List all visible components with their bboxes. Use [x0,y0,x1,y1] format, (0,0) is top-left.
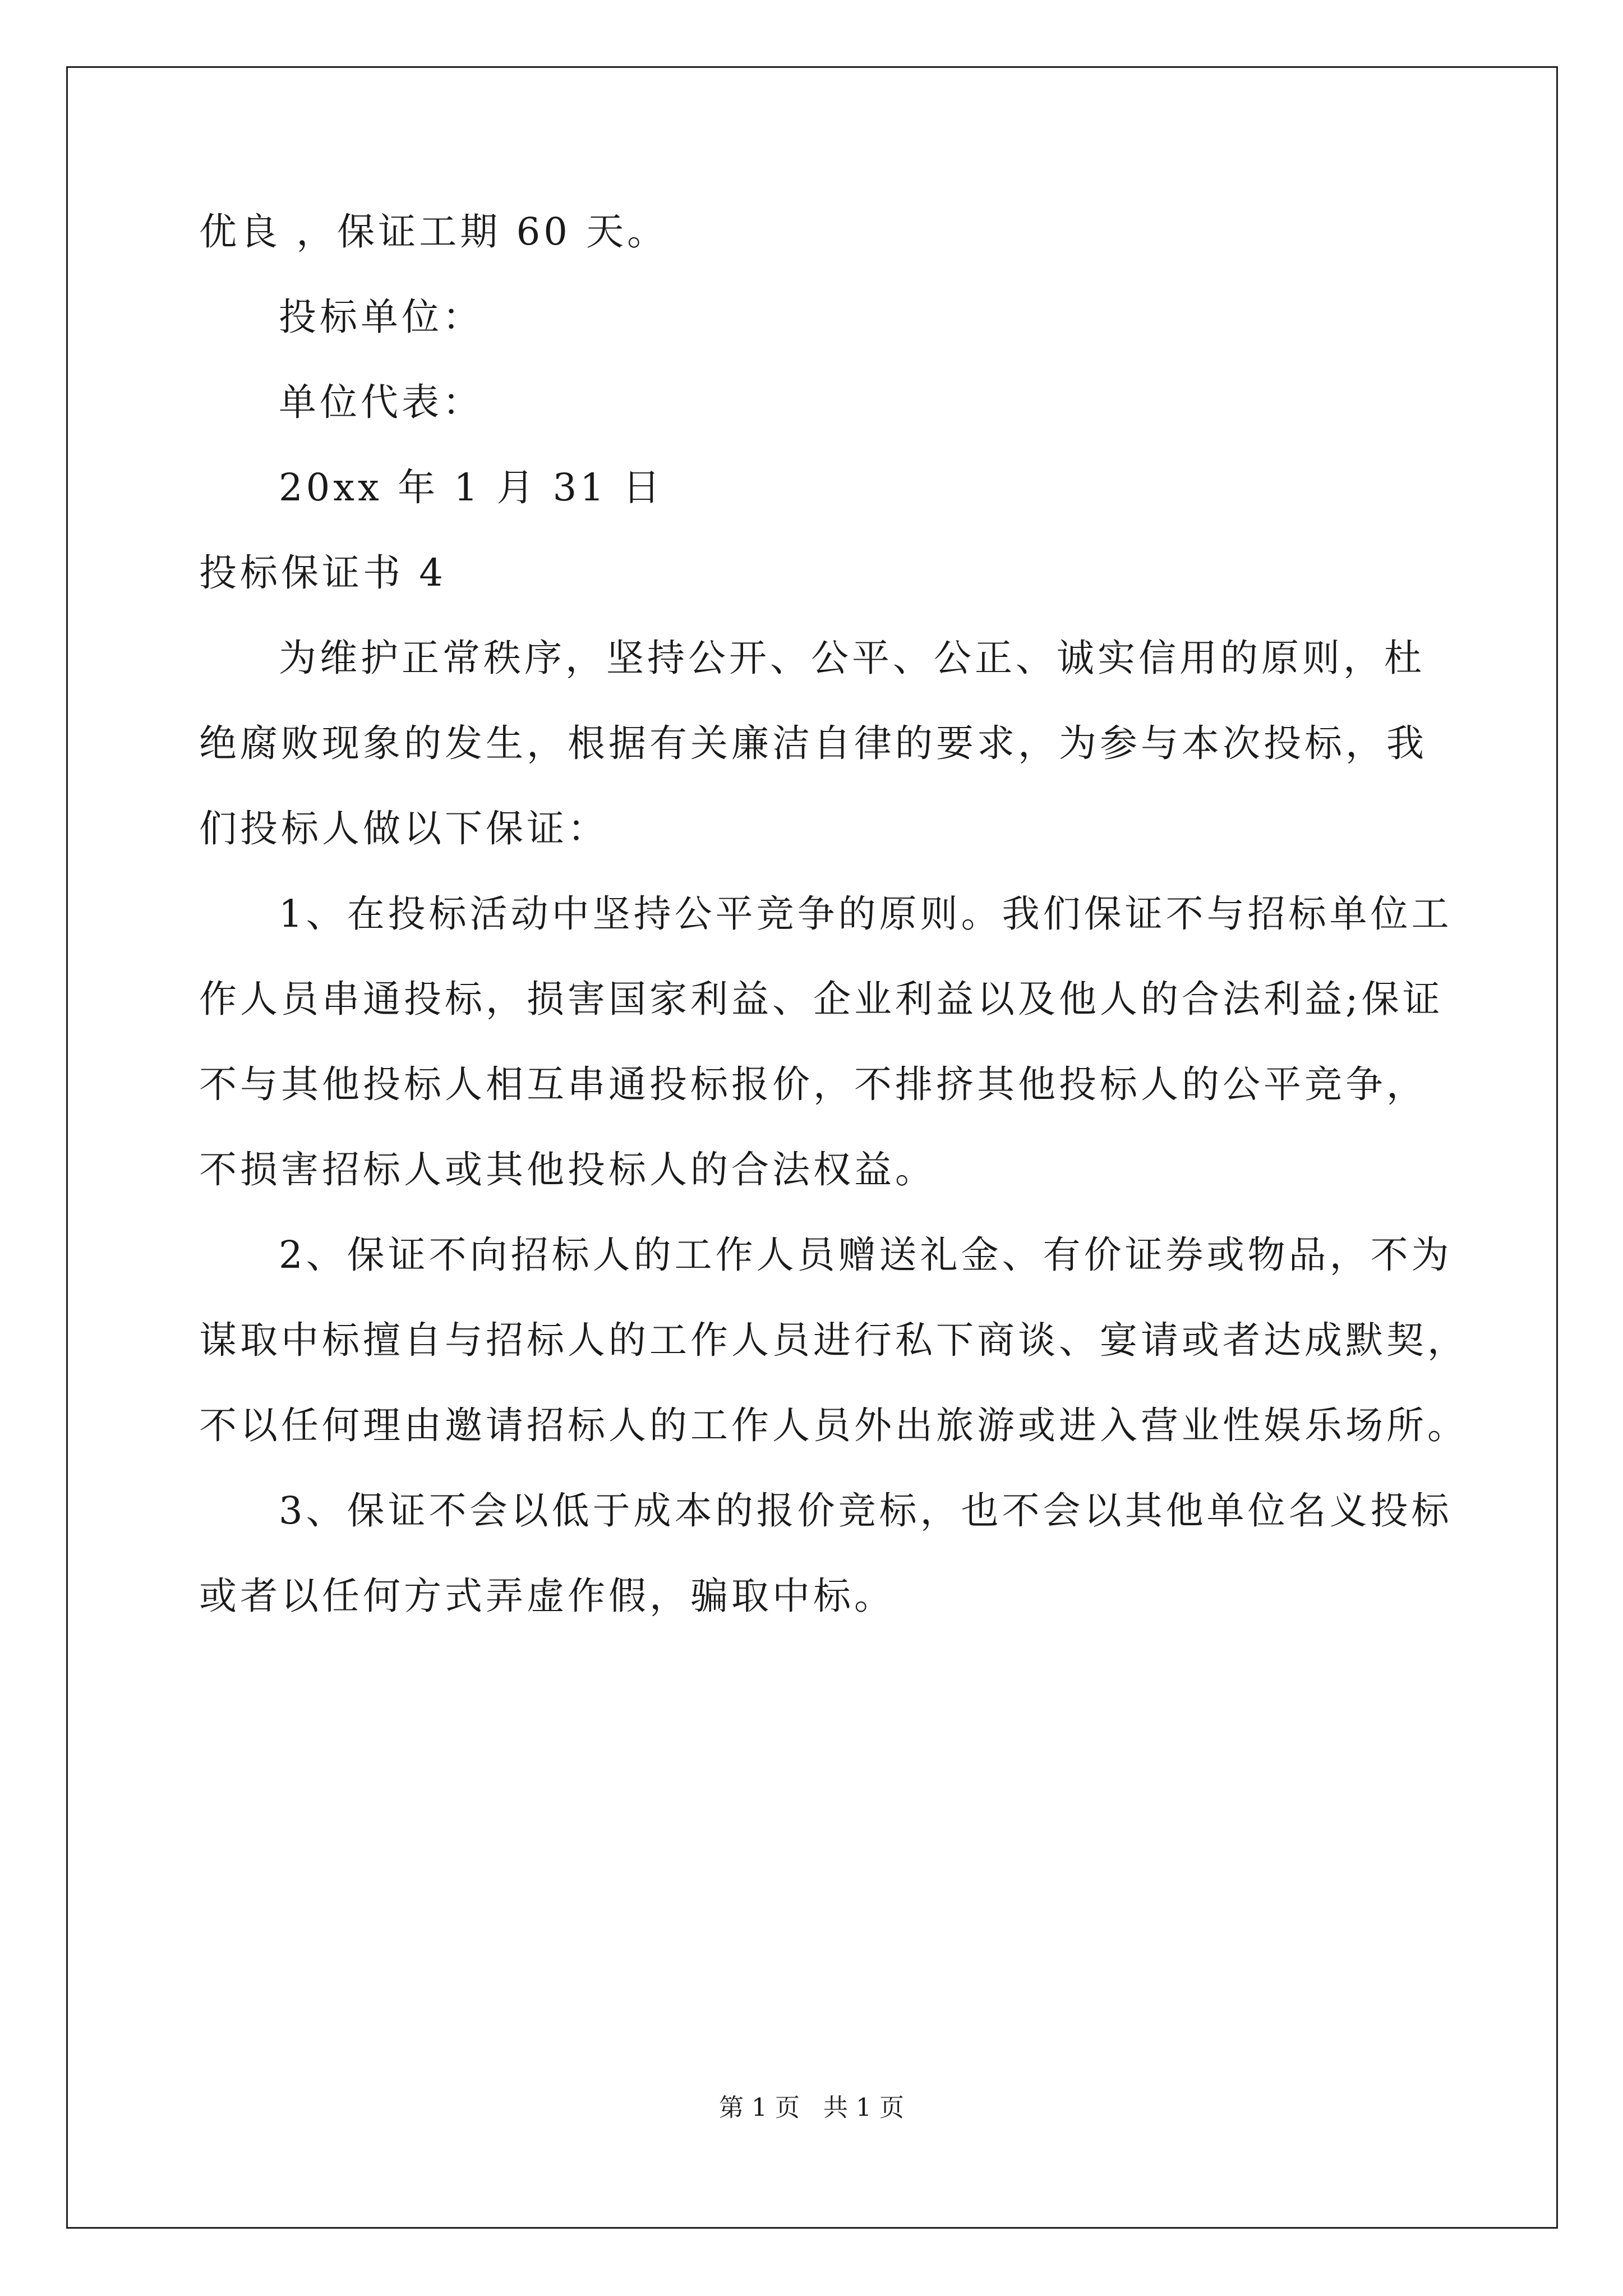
text-line: 3、保证不会以低于成本的报价竞标，也不会以其他单位名义投标 [279,1489,1453,1533]
bidder-unit-label: 投标单位： [279,295,483,339]
text-line: 不损害招标人或其他投标人的合法权益。 [199,1148,936,1191]
unit-representative-label: 单位代表： [279,380,483,424]
text-line: 不与其他投标人相互串通投标报价，不排挤其他投标人的公平竞争， [199,1062,1427,1106]
page-footer: 第 1 页 共 1 页 [719,2093,904,2122]
text-line: 1、在投标活动中坚持公平竞争的原则。我们保证不与招标单位工 [279,892,1453,936]
text-line: 为维护正常秩序，坚持公开、公平、公正、诚实信用的原则，杜 [279,636,1425,680]
text-line: 们投标人做以下保证： [199,807,608,850]
text-line: 2、保证不向招标人的工作人员赠送礼金、有价证券或物品，不为 [279,1233,1453,1277]
text-line: 作人员串通投标，损害国家利益、企业利益以及他人的合法利益;保证 [199,977,1444,1021]
text-line: 绝腐败现象的发生，根据有关廉洁自律的要求，为参与本次投标，我 [199,721,1427,765]
date-line: 20xx 年 1 月 31 日 [279,466,664,509]
text-line: 不以任何理由邀请招标人的工作人员外出旅游或进入营业性娱乐场所。 [199,1404,1468,1447]
section-heading: 投标保证书 4 [199,551,446,595]
text-line: 或者以任何方式弄虚作假，骗取中标。 [199,1574,895,1618]
text-line: 谋取中标擅自与招标人的工作人员进行私下商谈、宴请或者达成默契， [199,1318,1468,1362]
text-line: 优良 ，保证工期 60 天。 [199,210,668,254]
